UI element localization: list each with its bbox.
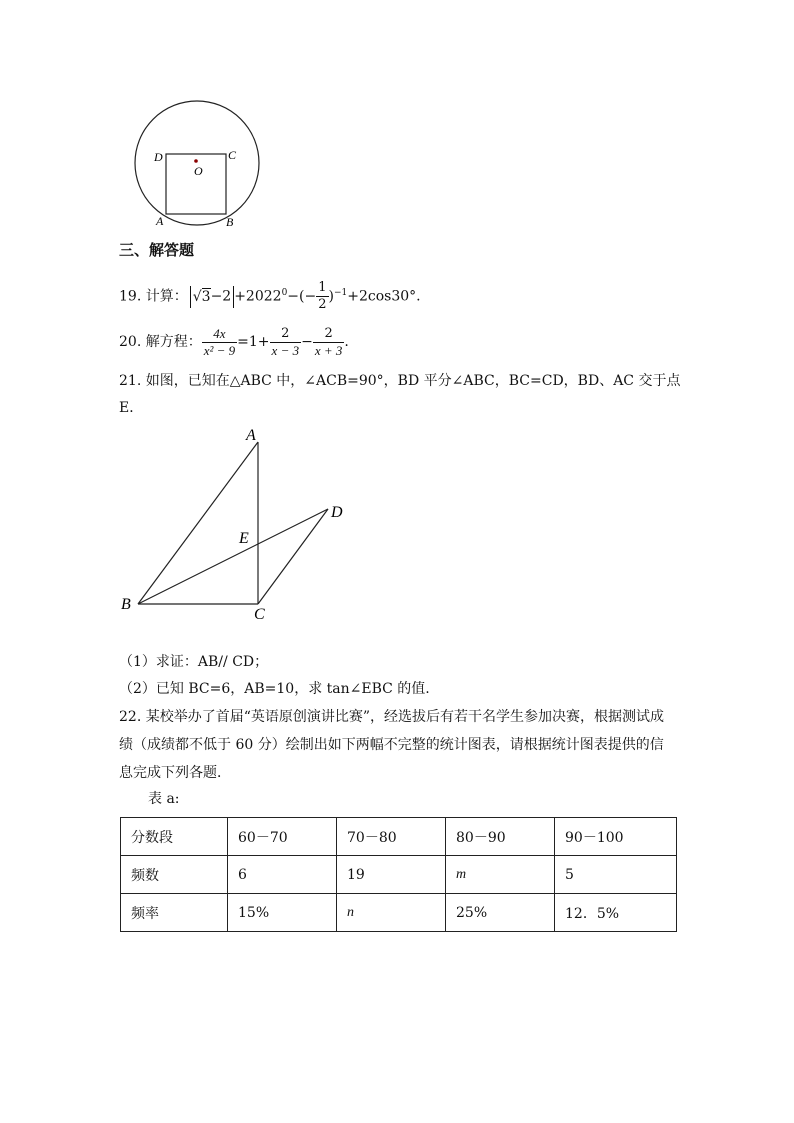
label-a: A [156, 214, 164, 228]
table-cell: 频率 [121, 894, 228, 932]
q22-line2: 绩（成绩都不低于 60 分）绘制出如下两幅不完整的统计图表，请根据统计图表提供的信 [119, 737, 664, 753]
q19-prefix: 计算： [145, 288, 188, 305]
q20-f2-den: x + 3 [314, 342, 343, 358]
table-cell: 80－90 [446, 818, 555, 856]
q19-frac-num: 1 [318, 280, 327, 296]
table-row [121, 856, 677, 894]
table-cell: 12．5% [555, 894, 677, 932]
label-c: C [228, 148, 237, 162]
table-cell: 5 [555, 856, 677, 894]
q19-term3-open: −(− [287, 288, 317, 305]
table-cell: 15% [228, 894, 337, 932]
table-cell: 频数 [121, 856, 228, 894]
q19-sqrt: √3 [192, 288, 211, 305]
label-d: D [331, 504, 343, 521]
label-c: C [254, 606, 265, 623]
segment-bd [138, 509, 328, 604]
table-row [121, 818, 677, 856]
q19-fraction [316, 280, 328, 313]
table-caption: 表 a: [148, 791, 180, 807]
q19-abs-open [190, 286, 191, 308]
table-cell: 60－70 [228, 818, 337, 856]
label-b: B [226, 215, 234, 229]
score-table [120, 817, 677, 932]
label-b: B [121, 596, 131, 613]
q19-term4: +2cos30° [347, 288, 417, 305]
q20-eq: =1+ [237, 334, 270, 350]
q19-exp-neg1: −1 [333, 288, 348, 298]
segment-cd [258, 509, 328, 604]
q22-line1: 22. 某校举办了首届“英语原创演讲比赛”，经选拔后有若干名学生参加决赛，根据测试成 [119, 709, 665, 725]
table-cell: 分数段 [121, 818, 228, 856]
table-cell: m [446, 856, 555, 894]
label-d: D [154, 150, 163, 164]
label-e: E [239, 530, 249, 547]
q21-line2: E． [119, 400, 144, 416]
q19-exp0: 0 [281, 288, 288, 298]
center-dot [194, 159, 198, 163]
q20-prefix: 解方程： [145, 334, 202, 350]
q20-f1 [270, 326, 302, 359]
table-cell: 6 [228, 856, 337, 894]
q20-number: 20. [119, 334, 142, 350]
q20-end: . [344, 334, 349, 350]
q19-number: 19. [119, 288, 142, 305]
q22-line3: 息完成下列各题． [119, 765, 231, 781]
q20-lhs-fraction [202, 326, 237, 359]
section-title: 三、解答题 [119, 241, 195, 259]
label-o: O [194, 164, 203, 178]
question-19 [119, 280, 421, 313]
table-cell: 25% [446, 894, 555, 932]
q19-term3-close: ) [328, 288, 334, 305]
q21-line1: 21. 如图，已知在△ABC 中，∠ACB=90°，BD 平分∠ABC，BC=CD，BD、AC 交于点 [119, 373, 681, 389]
q19-sqrt-arg: 3 [201, 288, 211, 305]
q20-f2-num: 2 [313, 326, 345, 343]
table-cell: n [337, 894, 446, 932]
q21-part1: （1）求证：AB// CD； [119, 654, 269, 670]
q20-lhs-den: x² − 9 [203, 342, 236, 358]
triangle-figure [115, 422, 365, 627]
label-a: A [246, 427, 256, 444]
square-abcd [166, 154, 226, 214]
segment-ab [138, 442, 258, 604]
question-20 [119, 322, 349, 362]
q20-f1-num: 2 [270, 326, 302, 343]
q20-minus: − [301, 334, 313, 350]
table-cell: 90－100 [555, 818, 677, 856]
q19-term2: +2022 [234, 288, 282, 305]
circle-square-figure [120, 95, 280, 235]
q20-lhs-num: 4x [202, 326, 237, 343]
q19-abs-rest: −2 [210, 288, 232, 305]
q19-end: . [416, 288, 421, 305]
q20-f2 [313, 326, 345, 359]
q21-part2: （2）已知 BC=6，AB=10，求 tan∠EBC 的值. [119, 681, 430, 697]
table-cell: 70－80 [337, 818, 446, 856]
q19-frac-den: 2 [318, 297, 327, 313]
q20-f1-den: x − 3 [271, 342, 300, 358]
table-cell: 19 [337, 856, 446, 894]
table-row [121, 894, 677, 932]
